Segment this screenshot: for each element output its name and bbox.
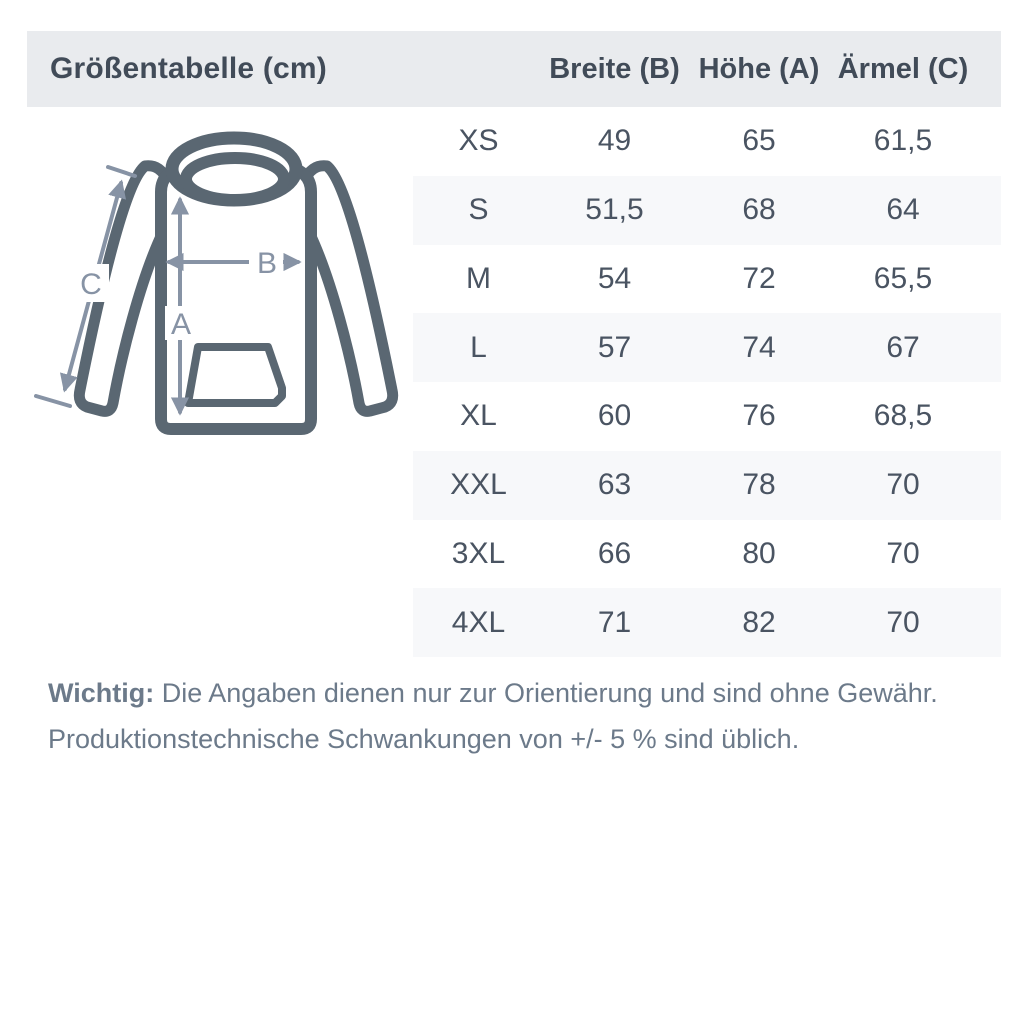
hoehe-cell: 80 — [742, 536, 776, 570]
table-row — [413, 382, 1001, 451]
hoehe-cell: 82 — [742, 605, 776, 639]
table-row — [413, 245, 1001, 314]
size-cell: S — [468, 193, 489, 227]
size-cell: 4XL — [451, 605, 506, 639]
hoehe-cell: 72 — [742, 261, 776, 295]
column-headers — [413, 31, 1001, 107]
hoehe-cell: 78 — [742, 468, 776, 502]
column-header-hoehe: Höhe (A) — [698, 52, 820, 85]
table-header-band — [27, 31, 1001, 107]
disclaimer-line2: Produktionstechnische Schwankungen von +/- 5 % sind üblich. — [48, 724, 800, 754]
size-cell: XS — [458, 124, 499, 158]
aermel-cell: 70 — [886, 605, 920, 639]
aermel-cell: 70 — [886, 468, 920, 502]
hoehe-cell: 74 — [742, 330, 776, 364]
hoehe-cell: 76 — [742, 399, 776, 433]
size-cell: XL — [460, 399, 497, 433]
table-row — [413, 588, 1001, 657]
measure-label-a: A — [170, 308, 192, 341]
table-row — [413, 520, 1001, 589]
hoodie-pocket — [188, 347, 282, 403]
column-header-aermel: Ärmel (C) — [837, 52, 969, 85]
size-cell: L — [470, 330, 487, 364]
measure-label-c: C — [80, 268, 102, 301]
table-row — [413, 107, 1001, 176]
hoehe-cell: 68 — [742, 193, 776, 227]
breite-cell: 57 — [597, 330, 632, 364]
aermel-cell: 65,5 — [873, 261, 933, 295]
column-header-breite: Breite (B) — [549, 52, 680, 85]
page-title: Größentabelle (cm) — [50, 52, 327, 85]
column-header-size-spacer — [413, 31, 544, 107]
hoodie-sleeve-right — [304, 166, 393, 412]
breite-cell: 51,5 — [585, 193, 644, 227]
disclaimer-label: Wichtig: — [48, 678, 155, 708]
aermel-cell: 64 — [886, 193, 920, 227]
breite-cell: 60 — [597, 399, 632, 433]
breite-cell: 66 — [597, 536, 632, 570]
size-cell: XXL — [450, 468, 507, 502]
breite-cell: 63 — [597, 468, 632, 502]
disclaimer-note — [48, 670, 983, 762]
size-cell: 3XL — [451, 536, 506, 570]
measure-tick-c-top — [108, 167, 135, 176]
breite-cell: 71 — [597, 605, 632, 639]
hoodie-hood-inner — [186, 158, 284, 200]
breite-cell: 54 — [597, 261, 632, 295]
hoodie-diagram — [30, 120, 410, 460]
measure-tick-c-bottom — [36, 396, 70, 406]
aermel-cell: 70 — [886, 536, 920, 570]
table-row — [413, 451, 1001, 520]
measure-label-b: B — [256, 247, 278, 280]
breite-cell: 49 — [597, 124, 632, 158]
disclaimer-line1: Die Angaben dienen nur zur Orientierung und sind ohne Gewähr. — [154, 678, 938, 708]
aermel-cell: 61,5 — [873, 124, 933, 158]
table-row — [413, 176, 1001, 245]
aermel-cell: 68,5 — [873, 399, 933, 433]
table-row — [413, 313, 1001, 382]
hoehe-cell: 65 — [742, 124, 776, 158]
aermel-cell: 67 — [886, 330, 920, 364]
size-cell: M — [466, 261, 491, 295]
size-table-body — [413, 107, 1001, 657]
